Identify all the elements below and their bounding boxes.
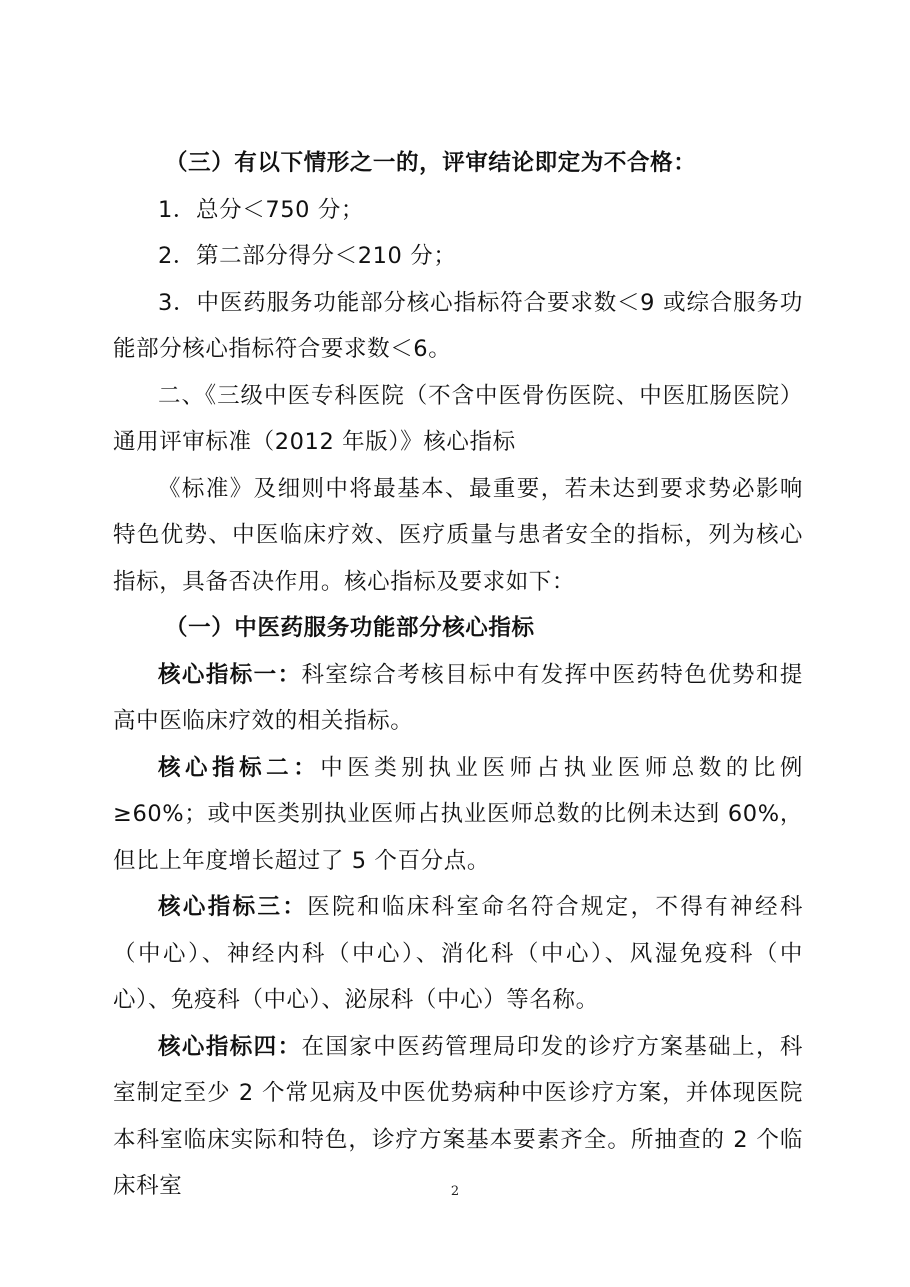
subsection-heading-tcm-service-core-indicators: （一）中医药服务功能部分核心指标 [165, 615, 535, 641]
paragraph-core-indicator-4 [113, 1024, 803, 1210]
paragraph-core-indicator-2 [113, 745, 803, 885]
list-item-part-two-score: 2．第二部分得分＜210 分； [158, 243, 457, 269]
paragraph-core-indicator-3 [113, 884, 803, 1024]
core-indicator-4-text: 在国家中医药管理局印发的诊疗方案基础上，科室制定至少 2 个常见病及中医优势病种中医诊疗方案，并体现医院本科室临床实际和特色，诊疗方案基本要素齐全。所抽查的 2 个临床科室 [113, 1033, 803, 1199]
core-indicator-3-label: 核心指标三： [158, 894, 308, 920]
core-indicator-3-text: 医院和临床科室命名符合规定，不得有神经科（中心）、神经内科（中心）、消化科（中心）、风湿免疫科（中心）、免疫科（中心）、泌尿科（中心）等名称。 [113, 894, 803, 1013]
document-body [113, 140, 803, 1210]
list-item-core-indicator-count: 3．中医药服务功能部分核心指标符合要求数＜9 或综合服务功能部分核心指标符合要求数＜6。 [113, 289, 803, 362]
section-heading-failure-conditions: （三）有以下情形之一的，评审结论即定为不合格： [165, 150, 697, 176]
core-indicator-4-label: 核心指标四： [158, 1033, 302, 1060]
core-indicator-1-label: 核心指标一： [158, 661, 302, 688]
paragraph-core-indicator-definition: 《标准》及细则中将最基本、最重要，若未达到要求势必影响特色优势、中医临床疗效、医疗质量与患者安全的指标，列为核心指标，具备否决作用。核心指标及要求如下： [113, 475, 803, 595]
core-indicator-1-text: 科室综合考核目标中有发挥中医药特色优势和提高中医临床疗效的相关指标。 [113, 661, 803, 734]
core-indicator-2-label: 核心指标二： [158, 754, 321, 781]
paragraph-core-indicator-1 [113, 652, 803, 745]
core-indicator-2-text: 中医类别执业医师占执业医师总数的比例≥60%；或中医类别执业医师占执业医师总数的比例未达到 60%，但比上年度增长超过了 5 个百分点。 [113, 754, 803, 874]
page-number: 2 [450, 1184, 460, 1199]
list-item-total-score: 1．总分＜750 分； [158, 196, 365, 223]
section-heading-standard-title: 二、《三级中医专科医院（不含中医骨伤医院、中医肛肠医院）通用评审标准（2012 年版）》核心指标 [113, 382, 803, 455]
